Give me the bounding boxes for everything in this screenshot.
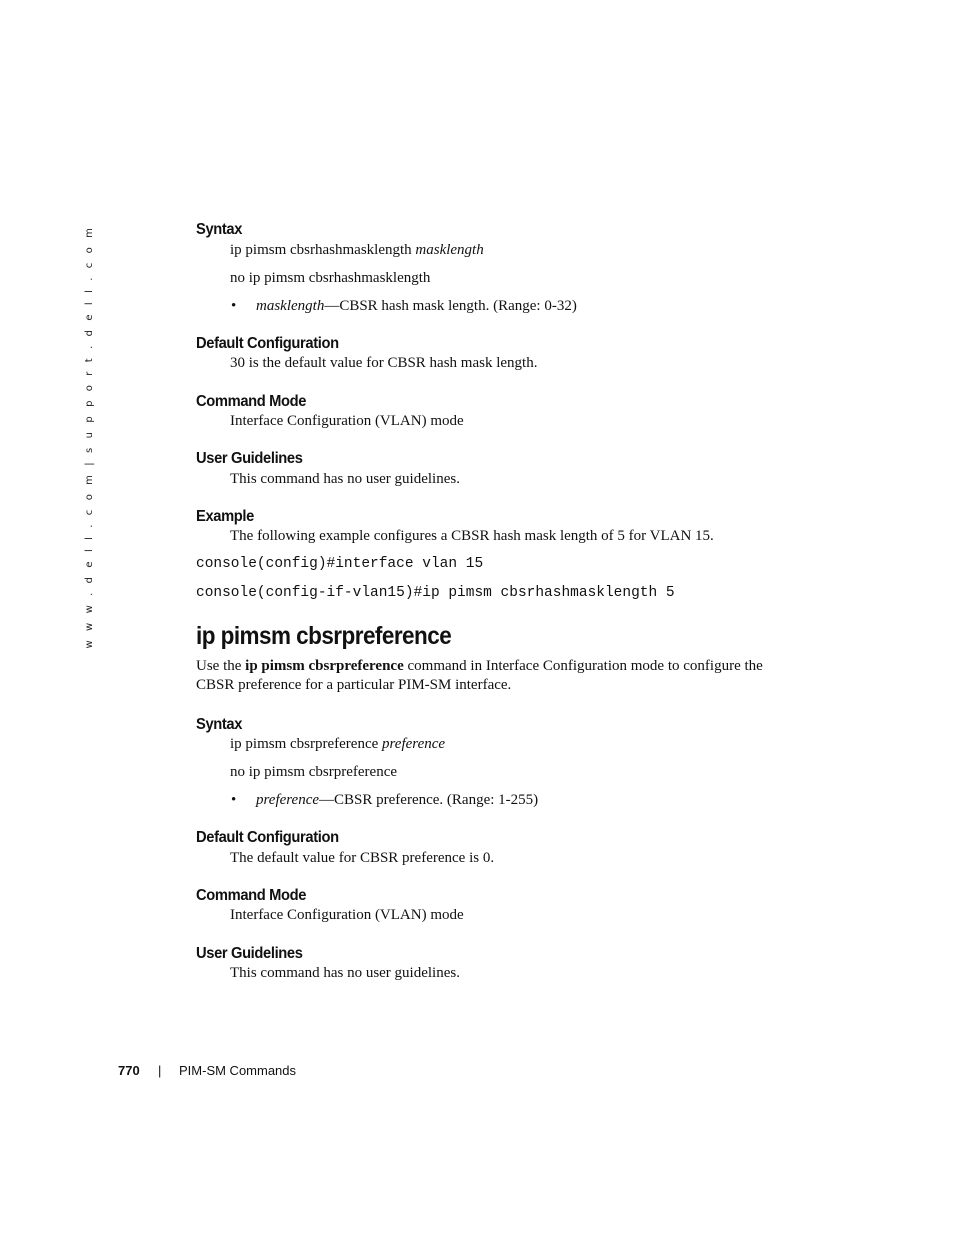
intro-suffix: command in Interface Configuration mode to configure the CBSR preference for a particular PIM-SM interface. bbox=[196, 658, 763, 693]
example-heading: Example bbox=[196, 508, 254, 525]
footer-chapter: PIM-SM Commands bbox=[179, 1063, 297, 1078]
parameter-name: preference bbox=[256, 792, 320, 808]
syntax-line bbox=[230, 737, 445, 752]
parameter-name: masklength bbox=[256, 298, 325, 314]
intro-command: ip pimsm cbsrpreference bbox=[245, 658, 404, 674]
default-config-text: The default value for CBSR preference is 0. bbox=[230, 850, 495, 866]
default-config-text: 30 is the default value for CBSR hash mask length. bbox=[230, 355, 538, 371]
bullet: • bbox=[231, 298, 237, 314]
side-url-text: w w w . d e l l . c o m | s u p p o r t . d e l l . c o m bbox=[84, 225, 95, 649]
syntax-command: ip pimsm cbsrhashmasklength bbox=[230, 242, 412, 258]
parameter-line bbox=[256, 299, 577, 314]
syntax-line bbox=[230, 243, 484, 258]
user-guidelines-heading: User Guidelines bbox=[196, 945, 303, 962]
page-number: 770 bbox=[118, 1063, 140, 1078]
code-line-1: console(config)#interface vlan 15 bbox=[196, 556, 484, 572]
bullet: • bbox=[231, 792, 237, 808]
user-guidelines-text: This command has no user guidelines. bbox=[230, 471, 460, 487]
user-guidelines-text: This command has no user guidelines. bbox=[230, 965, 460, 981]
syntax-heading: Syntax bbox=[196, 221, 243, 238]
footer-separator: | bbox=[158, 1063, 162, 1078]
syntax-argument: masklength bbox=[415, 242, 484, 258]
code-line-2: console(config-if-vlan15)#ip pimsm cbsrhashmasklength 5 bbox=[196, 585, 675, 601]
syntax-heading: Syntax bbox=[196, 716, 243, 733]
default-config-heading: Default Configuration bbox=[196, 335, 339, 352]
example-text: The following example configures a CBSR hash mask length of 5 for VLAN 15. bbox=[230, 528, 714, 544]
intro-prefix: Use the bbox=[196, 658, 246, 674]
command-mode-heading: Command Mode bbox=[196, 887, 307, 904]
parameter-line bbox=[256, 793, 538, 808]
syntax-command: ip pimsm cbsrpreference bbox=[230, 736, 379, 752]
section-title: ip pimsm cbsrpreference bbox=[196, 622, 452, 650]
syntax-argument: preference bbox=[382, 736, 446, 752]
parameter-description: —CBSR hash mask length. (Range: 0-32) bbox=[324, 298, 577, 314]
intro-paragraph bbox=[196, 657, 796, 695]
default-config-heading: Default Configuration bbox=[196, 829, 339, 846]
command-mode-text: Interface Configuration (VLAN) mode bbox=[230, 907, 464, 923]
parameter-description: —CBSR preference. (Range: 1-255) bbox=[319, 792, 539, 808]
user-guidelines-heading: User Guidelines bbox=[196, 450, 303, 467]
command-mode-text: Interface Configuration (VLAN) mode bbox=[230, 413, 464, 429]
syntax-no-line: no ip pimsm cbsrhashmasklength bbox=[230, 270, 431, 286]
command-mode-heading: Command Mode bbox=[196, 393, 307, 410]
syntax-no-line: no ip pimsm cbsrpreference bbox=[230, 764, 398, 780]
